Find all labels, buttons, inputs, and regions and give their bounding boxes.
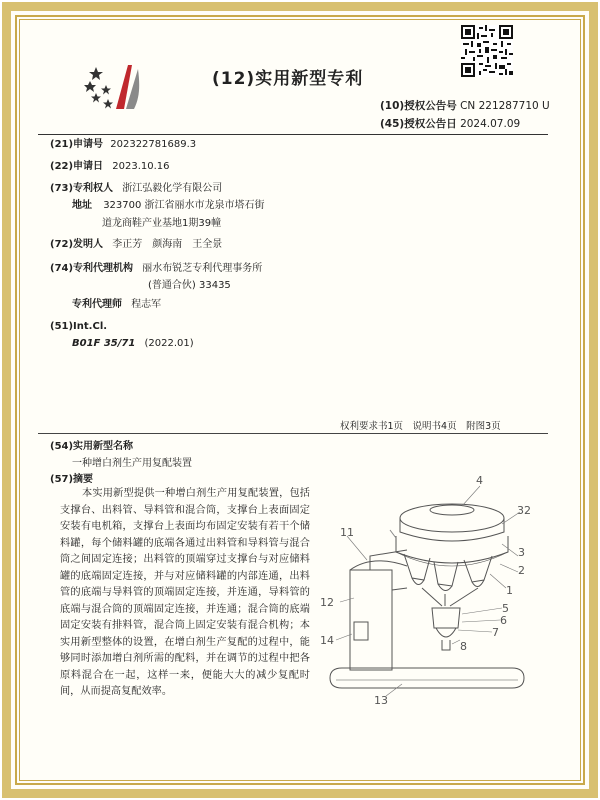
- figure-label-6: 6: [500, 614, 507, 627]
- figure-label-5: 5: [502, 602, 509, 615]
- agency-row: [50, 262, 262, 276]
- figure-label-1: 1: [506, 584, 513, 597]
- patentee: 浙江弘毅化学有限公司: [122, 183, 223, 194]
- mixing-cylinder: [432, 608, 460, 628]
- support-column: [350, 570, 392, 670]
- ipc-year: (2022.01): [144, 338, 194, 349]
- section-divider: [38, 433, 548, 434]
- figure-label-13: 13: [374, 694, 388, 707]
- publication-number-row: [380, 98, 550, 113]
- base-plate: [330, 668, 524, 688]
- application-date: 2023.10.16: [112, 161, 170, 172]
- agent-label: 专利代理师: [72, 299, 122, 310]
- figure-label-3: 3: [518, 546, 525, 559]
- figure-label-8: 8: [460, 640, 467, 653]
- agent: 程志军: [131, 299, 162, 310]
- header-divider: [38, 134, 548, 135]
- address-line-2: 道龙商鞋产业基地1期39幢: [102, 218, 222, 229]
- application-date-row: [50, 160, 170, 174]
- abstract-text: 本实用新型提供一种增白剂生产用复配装置，包括支撑台、出料管、导料管和混合筒，支撑台上表面固定安装有电机箱，支撑台上表面均布固定安装有若干个储料罐，每个储料罐的底端各通过出料管和导料管与混合筒之间固定连接；出料管的顶端穿过支撑台与对应储料罐的底端固定连接，并与对应储料罐的内部连通，出料管的底端与导料管的顶端固定连接，并连通，导料管的底端与混合筒的顶端固定连接，并连通；混合筒的底端固定安装有排料管，混合筒上固定安装有混合机构；本实用新型整体的设置，在增白剂生产复配的过程中，能够同时添加增白剂所需的配料，并在调节的过程中把各原料混合在一起，这样一来，便能大大的减少复配时间，从而提高复配效率。: [60, 488, 310, 697]
- inventors-label: (72)发明人: [50, 239, 104, 250]
- device-drawing: [312, 470, 552, 710]
- publication-number-label: (10)授权公告号: [380, 100, 457, 112]
- publication-date: 2024.07.09: [460, 118, 521, 130]
- address-row: [72, 199, 265, 213]
- inventors: 李正芳 颜海南 王全景: [112, 239, 223, 250]
- abstract-label: [50, 473, 93, 487]
- agent-row: [72, 298, 161, 312]
- agency-label: (74)专利代理机构: [50, 263, 134, 274]
- application-number-row: [50, 138, 196, 152]
- agency-line-2: (普通合伙) 33435: [148, 280, 231, 291]
- figure-label-11: 11: [340, 526, 354, 539]
- address-line-1: 323700 浙江省丽水市龙泉市塔石街: [103, 200, 265, 211]
- figure-label-12: 12: [320, 596, 334, 609]
- pages-info: 权利要求书1页 说明书4页 附图3页: [340, 421, 501, 432]
- figure-label-4: 4: [476, 474, 483, 487]
- application-date-label: (22)申请日: [50, 161, 104, 172]
- address-label: 地址: [72, 200, 92, 211]
- qr-code-icon: [461, 25, 513, 77]
- ipc-label: [50, 320, 107, 334]
- cnipa-logo-icon: [82, 55, 152, 115]
- application-number-label: (21)申请号: [50, 139, 104, 150]
- ipc-label-text: (51)Int.Cl.: [50, 321, 108, 332]
- ipc-code: B01F 35/71: [72, 338, 136, 349]
- figure-label-7: 7: [492, 626, 499, 639]
- utility-name-label-text: (54)实用新型名称: [50, 441, 134, 452]
- control-box: [354, 622, 368, 640]
- abstract-label-text: (57)摘要: [50, 474, 94, 485]
- publication-date-label: (45)授权公告日: [380, 118, 457, 130]
- inventors-row: [50, 238, 222, 252]
- document-title: (12)实用新型专利: [212, 69, 364, 89]
- figure-label-2: 2: [518, 564, 525, 577]
- utility-name: 一种增白剂生产用复配装置: [72, 458, 192, 469]
- ipc-row: [72, 337, 194, 351]
- patentee-row: [50, 182, 222, 196]
- figure-label-14: 14: [320, 634, 334, 647]
- publication-date-row: [380, 116, 520, 131]
- tank-lid: [400, 504, 504, 532]
- figure-label-32: 32: [517, 504, 531, 517]
- agency: 丽水布锐芝专利代理事务所: [142, 263, 263, 274]
- patentee-label: (73)专利权人: [50, 183, 114, 194]
- publication-number: CN 221287710 U: [460, 100, 550, 112]
- application-number: 202322781689.3: [110, 139, 197, 150]
- utility-name-label: [50, 440, 133, 454]
